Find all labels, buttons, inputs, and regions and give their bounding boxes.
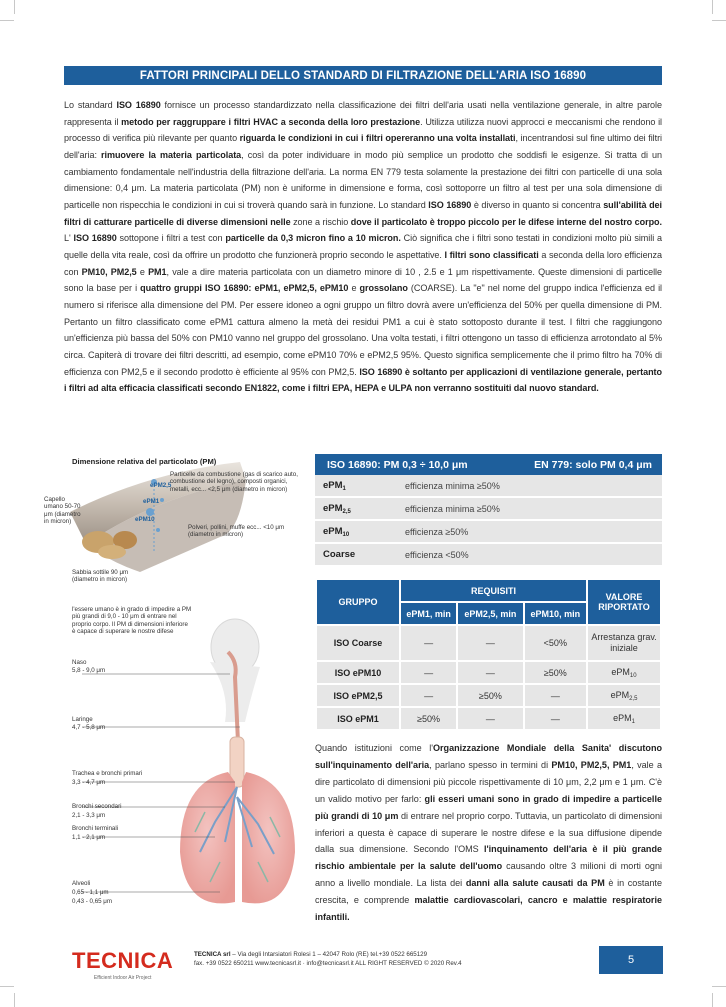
intro-run: fornisce un processo standardizzato nella classificazione dei filtri dell'aria usati nella ventilazione generale, in altre parole rappresenta il [64,100,662,127]
group-cell: ISO Coarse [317,626,399,660]
pm10-tag: ePM10 [135,516,155,523]
secondary-bronchi-label: Bronchi secondari [72,803,122,810]
reported-value-cell: Arrestanza grav. iniziale [588,626,660,660]
sand-label: Sabbia sottile 90 μm (diametro in micron) [72,569,129,584]
health-run: gli esseri umani sono in grado di impedire a particelle più grandi di 10 μm [315,793,662,821]
particle-illustration [30,452,310,922]
crop-mark [712,986,726,987]
intro-run: I filtri sono classificati [444,249,539,260]
requirement-cell: — [401,662,456,683]
crop-mark [0,986,14,987]
footer-contact [194,950,462,968]
intro-run: particelle da 0,3 micron fino a 10 micron. [225,233,401,244]
requirement-cell: — [458,626,522,660]
group-header: GRUPPO [317,580,399,624]
health-run: , parlano spesso in termini di [429,759,552,770]
table-row [317,662,660,683]
crop-mark [712,0,713,14]
req-col-epm10: ePM10, min [525,603,586,624]
intro-run: sottopone i filtri a test con [116,233,226,244]
requirement-cell: <50% [525,626,586,660]
intro-run: Ciò significa che i filtri sono testati in condizioni molto più simili a quelle della vita reale, così da offrire un prodotto che funzionerà proprio secondo le aspettative. [64,233,662,260]
group-cell: ISO ePM2,5 [317,685,399,706]
company-address: – Via degli Intarsiatori Rolesi 1 – 42047 Rolo (RE) tel.+39 0522 665129 [230,951,428,958]
larynx-label: Laringe [72,716,93,723]
health-paragraph [315,740,662,926]
reported-value-header: VALORE RIPORTATO [588,580,660,624]
intro-run: e [348,283,360,294]
intro-run: sull'abilità dei filtri di catturare particelle di diverse dimensioni nelle [64,199,662,227]
table-row [317,626,660,660]
iso-en-comparison-table [315,454,662,567]
intro-run: . Utilizza utilizza nuovi approcci e meccanismi che rendono il processo di verifica più rilevante per quanto [64,116,662,144]
table-row [317,708,660,729]
group-cell: ISO ePM1 [317,708,399,729]
pm10-label: Polveri, pollini, muffe ecc... <10 μm (diametro in micron) [188,524,285,539]
intro-paragraph [64,97,662,397]
intro-run: ISO 16890 [428,199,472,210]
intro-run: a seconda della loro efficienza con [64,249,662,277]
efficiency-class: ePM$_{2,5}$ [323,502,351,515]
company-name: TECNICA srl [194,951,231,958]
illustration-title: Dimensione relativa del particolato (PM) [72,457,217,466]
health-run: danni alla salute causati da PM [465,878,605,889]
table-row [317,685,660,706]
table-header [315,454,662,475]
intro-run: e [136,266,149,277]
larynx-range: 4,7 - 5,8 μm [72,724,106,731]
intro-run: ISO 16890 [73,233,117,244]
table-row [315,521,662,544]
secondary-bronchi-range: 2,1 - 3,3 μm [72,812,106,819]
terminal-bronchi-range: 1,1 - 2,1 μm [72,834,106,841]
health-run: Organizzazione Mondiale della Sanita' discutono sull'inquinamento dell'aria [315,743,662,770]
human-defence-label: l'essere umano è in grado di impedire a PM più grandi di 9,0 - 10 μm di entrare nel proprio corpo. Il PM di dimensioni inferiore è capace di superare le nostre difese [72,606,192,636]
req-col-epm25: ePM2,5, min [458,603,522,624]
crop-mark [712,993,713,1007]
health-run: è in costante crescita, e comprende [315,878,662,906]
intro-run: ISO 16890 [116,100,161,110]
requirement-cell: ≥50% [525,662,586,683]
crop-mark [14,0,15,14]
efficiency-requirement: efficienza minima ≥50% [405,503,500,514]
requirement-cell: — [458,708,522,729]
section-title: FATTORI PRINCIPALI DELLO STANDARD DI FILTRAZIONE DELL'ARIA ISO 16890 [64,66,662,85]
table-row [315,544,662,567]
trachea-label: Trachea e bronchi primari [72,770,143,777]
intro-run: , vale a dire materia particolata con un diametro minore di 10 , 2.5 e 1 μm rispettivamente. Queste dimensioni di particelle sono la base per i [64,266,662,294]
intro-run: zone a rischio [290,216,351,227]
iso-header: ISO 16890: PM 0,3 ÷ 10,0 μm [327,458,468,471]
intro-run: PM10, PM2,5 [81,266,137,277]
alveoli-range-1: 0,65 - 1,1 μm [72,889,109,896]
logo-wordmark: TECNICA [72,948,174,973]
crop-mark [0,20,14,21]
health-run: , vale a dire particolato di dimensioni più piccole rispettivamente di 10 μm, 2,2 μm e 1 μm. C'è un valido motivo per farlo: [315,759,663,804]
crop-mark [712,20,726,21]
logo-tagline: Efficient Indoor Air Project [93,975,152,981]
requirement-cell: — [525,685,586,706]
efficiency-requirement: efficienza minima ≥50% [405,480,500,491]
pm25-tag: ePM2,5 [150,482,172,489]
intro-run: rimuovere la materia particolata [101,149,242,160]
health-run: causando oltre 3 milioni di morti ogni anno a livello mondiale. La lista dei [315,861,662,889]
reported-value-cell: ePM$_{10}$ [588,662,660,683]
pm1-tag: ePM1 [143,498,160,505]
table-row [315,475,662,498]
intro-run: PM1 [148,266,167,277]
intro-run: , incentrandosi sul fine ultimo dei filtri dell'aria: [64,133,663,160]
efficiency-class: Coarse [323,549,356,560]
req-col-epm1: ePM1, min [401,603,456,624]
requirements-header: REQUISITI [401,580,586,601]
hair-label: Capello umano 50-70 μm (diametro in micron) [44,496,81,526]
en-header: EN 779: solo PM 0,4 μm [534,458,652,471]
intro-run: ISO 16890 è soltanto per applicazioni di ventilazione generale, pertanto i filtri ad alta efficacia classificati secondo EN1822, come i filtri EPA, HEPA e ULPA non verranno sostituiti dal nuovo standard. [64,366,662,394]
intro-run: Lo standard [64,100,117,110]
health-run: PM10, PM2,5, PM1 [551,759,632,770]
crop-mark [14,993,15,1007]
intro-run: , così da poter individuare in modo più semplice un prodotto che soddisfi le esigenze. Si tratta di un cambiamento fondamentale nell'industria della filtrazione dell'aria. La norma EN 779 testa solamente la prestazione dei filtri con particelle di una sola dimensione: 0,4 μm. La materia particolata (PM) non è uniforme in dimensione e forma, così sottoporre un filtro al test per una sola dimensione di particelle non rispecchia le condizioni in cui si troverà quando sarà in funzione. Lo standard [64,149,663,210]
efficiency-requirement: efficienza ≥50% [405,526,469,537]
nose-range: 5,8 - 9,0 μm [72,667,106,674]
intro-run: grossolano [359,283,408,294]
terminal-bronchi-label: Bronchi terminali [72,825,119,832]
reported-value-cell: ePM$_{2,5}$ [588,685,660,706]
intro-run: riguarda le condizioni in cui i filtri opereranno una volta installati [239,133,516,144]
requirement-cell: — [401,626,456,660]
table-row [315,498,662,521]
intro-run: (COARSE). La "e" nel nome del gruppo indica l'efficienza ed il numero si riferisce alla dimensione del PM. Per essere idoneo a ogni gruppo un filtro dovrà avere un'efficienza del 50% per quella dimensione di PM. Pertanto un filtro classificato come ePM1 cattura almeno la metà dei residui PM1 a cui è stato sottoposto durante il test. I filtri che raggiungono un'efficienza più bassa del 50% con PM10 vanno nel gruppo del grossolano. Una volta testati, i filtri ottengono un tasso di efficienza arrotondato al 5% circa. Capiterà di trovare dei filtri descritti, ad esempio, come ePM10 70% e ePM2,5 95%. Questo significa semplicemente che il primo filtro ha 70% di efficienza con PM2,5 e il secondo prodotto è efficiente al 95% con PM2,5. [64,283,662,377]
health-run: Quando istituzioni come l' [315,743,433,753]
requirement-cell: ≥50% [458,685,522,706]
intro-run: metodo per raggruppare i filtri HVAC a seconda della loro prestazione [121,116,421,127]
company-contacts: fax. +39 0522 650211 www.tecnicasrl.it · info@tecnicasrl.it ALL RIGHT RESERVED © 2020 Rev.4 [194,960,462,967]
intro-run: quattro gruppi ISO 16890: ePM1, ePM2,5, ePM10 [140,283,349,294]
efficiency-class: ePM$_1$ [323,479,346,492]
sand-grain [98,545,126,559]
pm25-label: Particelle da combustione (gas di scarico auto, combustione del legno), composti organici, metalli, ecc... <2,5 μm (diametro in micron) [170,471,298,493]
alveoli-label: Alveoli [72,880,91,887]
health-run: malattie cardiovascolari, cancro e malattie respiratorie infantili. [315,895,662,923]
trachea-range: 3,3 - 4,7 μm [72,779,106,786]
nose-label: Naso [72,659,87,666]
requirement-cell: — [401,685,456,706]
health-run: l'inquinamento dell'aria è il più grande rischio ambientale per la salute dell'uomo [315,844,663,872]
page-number: 5 [599,946,663,974]
intro-run: è diverso in quanto si concentra [471,199,604,210]
intro-run: dove il particolato è troppo piccolo per le difese interne del nostro corpo. [350,216,662,227]
requirement-cell: ≥50% [401,708,456,729]
requirement-cell: — [458,662,522,683]
tecnica-logo [72,948,173,981]
iso-groups-table [315,578,662,731]
health-run: di entrare nel proprio corpo. Tuttavia, un particolato di dimensioni inferiori a questa è capace di superare le nostre difese e la sua diffusione dipende dalla sua dimensione. Secondo l'OMS [315,810,662,855]
group-cell: ISO ePM10 [317,662,399,683]
requirement-cell: — [525,708,586,729]
pm10-particle [146,508,154,516]
intro-run: L' [64,233,74,244]
efficiency-class: ePM$_{10}$ [323,525,350,538]
reported-value-cell: ePM$_1$ [588,708,660,729]
alveoli-range-2: 0,43 - 0,65 μm [72,898,113,905]
efficiency-requirement: efficienza <50% [405,549,469,560]
